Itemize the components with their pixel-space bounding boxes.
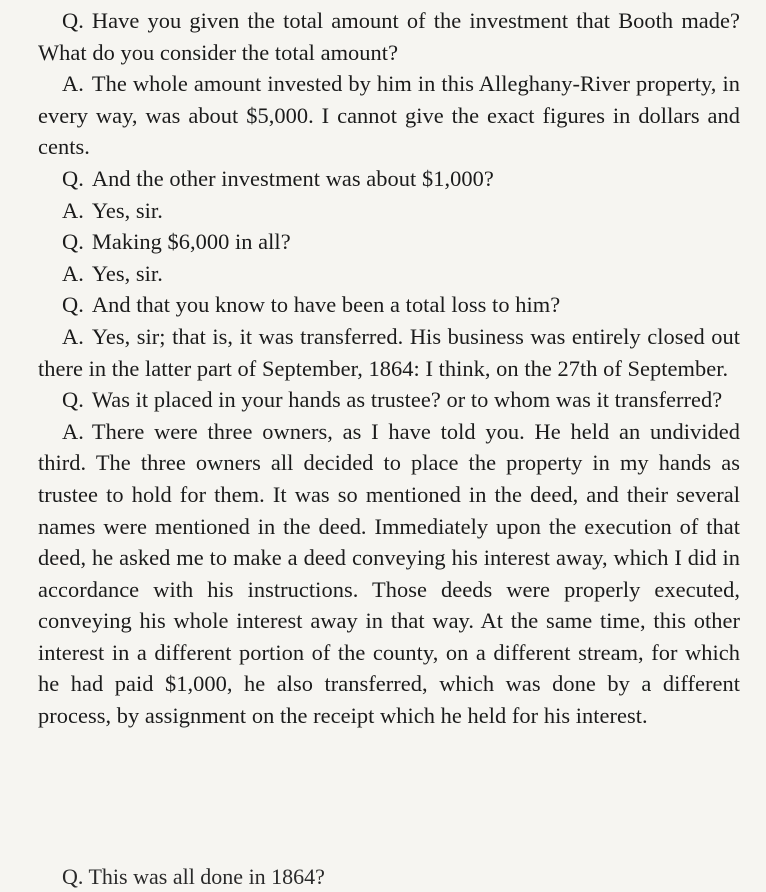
- answer-2: [38, 195, 740, 227]
- cutoff-line: Q. This was all done in 1864?: [62, 864, 325, 889]
- answer-5: [38, 416, 740, 732]
- question-text: And the other investment was about $1,000?: [91, 165, 494, 191]
- question-5: [38, 384, 740, 416]
- answer-4: [38, 321, 740, 384]
- question-3: [38, 226, 740, 258]
- question-1: [38, 5, 740, 68]
- speaker-label: A.: [62, 323, 84, 349]
- question-4: [38, 289, 740, 321]
- answer-text: There were three owners, as I have told you. He held an undivided third. The three owners all decided to place the property in my hands as trustee to hold for them. It was so mentioned in the deed, and their several names were mentioned in the deed. Immediately upon the execution of that deed, he asked me to make a deed conveying his interest away, which I did in accordance with his instructions. Those deeds were properly executed, conveying his whole interest away in that way. At the same time, this other interest in a different portion of the county, on a different stream, for which he had paid $1,000, he also transferred, which was done by a different process, by assignment on the receipt which he held for his interest.: [38, 418, 740, 729]
- question-2: [38, 163, 740, 195]
- speaker-label: A.: [62, 71, 84, 97]
- question-text: Was it placed in your hands as trustee? or to whom was it transferred?: [91, 387, 723, 413]
- answer-text: Yes, sir.: [91, 197, 163, 223]
- question-text: Making $6,000 in all?: [91, 229, 291, 255]
- speaker-label: Q.: [62, 292, 84, 318]
- speaker-label: Q.: [62, 8, 84, 33]
- answer-1: [38, 68, 740, 163]
- speaker-label: A.: [62, 197, 84, 223]
- answer-3: [38, 258, 740, 290]
- question-text: And that you know to have been a total loss to him?: [91, 292, 561, 318]
- answer-text: Yes, sir; that is, it was transferred. His business was entirely closed out there in the latter part of September, 1864: I think, on the 27th of September.: [38, 323, 740, 381]
- answer-text: Yes, sir.: [91, 260, 163, 286]
- speaker-label: Q.: [62, 165, 84, 191]
- speaker-label: A.: [62, 260, 84, 286]
- speaker-label: A.: [62, 418, 84, 444]
- question-text: Have you given the total amount of the investment that Booth made? What do you consider the total amount?: [38, 8, 740, 65]
- answer-text: The whole amount invested by him in this Alleghany-River property, in every way, was about $5,000. I cannot give the exact figures in dollars and cents.: [38, 71, 740, 160]
- speaker-label: Q.: [62, 387, 84, 413]
- speaker-label: Q.: [62, 229, 84, 255]
